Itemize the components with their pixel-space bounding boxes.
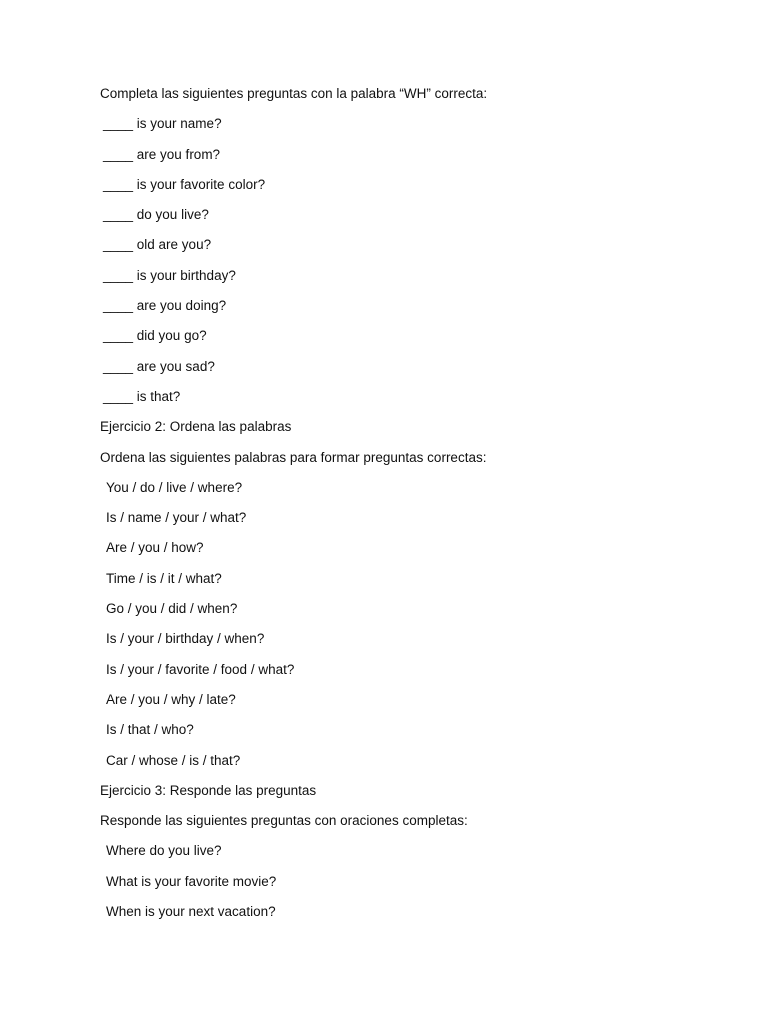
exercise-2-item: Are / you / how? <box>106 540 204 556</box>
exercise-1-item: ____ is your favorite color? <box>103 176 266 192</box>
exercise-3-item: When is your next vacation? <box>106 904 276 920</box>
exercise-2-item: You / do / live / where? <box>106 479 243 495</box>
exercise-2-instruction: Ordena las siguientes palabras para formar preguntas correctas: <box>100 449 487 465</box>
exercise-2-item: Car / whose / is / that? <box>106 752 241 768</box>
exercise-3-item: Where do you live? <box>106 843 222 859</box>
exercise-2-title: Ejercicio 2: Ordena las palabras <box>100 419 292 435</box>
exercise-2-item: Is / that / who? <box>106 722 194 738</box>
exercise-1-item: ____ are you sad? <box>103 358 215 374</box>
exercise-2-item: Is / your / favorite / food / what? <box>106 661 295 677</box>
exercise-3-item: What is your favorite movie? <box>106 873 277 889</box>
exercise-2-item: Go / you / did / when? <box>106 601 238 617</box>
exercise-1-item: ____ did you go? <box>103 328 207 344</box>
exercise-3-instruction: Responde las siguientes preguntas con oraciones completas: <box>100 813 468 829</box>
exercise-1-item: ____ do you live? <box>103 207 209 223</box>
exercise-1-item: ____ are you doing? <box>103 298 227 314</box>
exercise-1-item: ____ is that? <box>103 388 181 404</box>
exercise-2-item: Is / your / birthday / when? <box>106 631 265 647</box>
exercise-3-title: Ejercicio 3: Responde las preguntas <box>100 782 317 798</box>
exercise-2-item: Are / you / why / late? <box>106 691 236 707</box>
exercise-1-item: ____ is your name? <box>103 116 222 132</box>
exercise-2-item: Time / is / it / what? <box>106 570 222 586</box>
exercise-1-item: ____ is your birthday? <box>103 267 236 283</box>
exercise-1-item: ____ old are you? <box>103 237 212 253</box>
exercise-1-item: ____ are you from? <box>103 146 221 162</box>
exercise-2-item: Is / name / your / what? <box>106 510 247 526</box>
exercise-1-instruction: Completa las siguientes preguntas con la palabra “WH” correcta: <box>100 86 488 101</box>
